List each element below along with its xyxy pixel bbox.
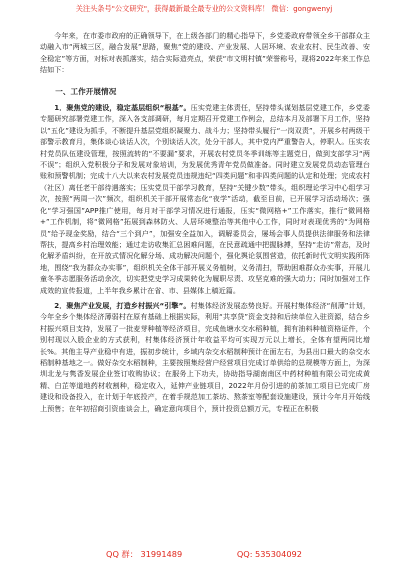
footer-contact: [0, 548, 408, 560]
item1-text: 压实党建主体责任，坚持带头谋划基层党建工作，乡党委专题研究部署党建工作，深入各支部调研，每月定期召开党建工作例会，总结本月及部署下月工作，坚持以“五化”建设为抓手，不断提升基层党组织凝聚力、战斗力；坚持带头履行“一岗双责”，开展乡村两级干部警示教育月，集体谈心谈话人次，个别谈话人次，处分干部人，其中党内严重警告人，停职人。压实农村党员队伍建设管理，按照流转的“不要漏”要求，开展农村党员冬季训练等主题党日，做到支部学习“两不误”；组织入党积极分子和发展对象培训，为发展优秀青年党员做准备。同时建立发展党员动态管理台账和预警机制；完成十八大以来农村发展党员违规违纪“四类问题”和非四类问题的认定和处理；完成农村（社区）离任老干部待遇落实；压实党员干部学习教育，坚持“关键少数”带头，组织理论学习中心组学习次，按照“两周一次”频次，组织机关干部开展常态化“夜学”活动，截至目前，已开展学习活动场次；强化“学习强国”APP推广使用，每月对干部学习情况进行通报，压实“微网格+”工作落实，推行“微网格+”工作机制，将“微网格”拓展到森林防火、人居环境整治等其他中心工作，同时对表现优秀的“为网格员”给予现金奖励，结合“三个到户”，加强安全益加入，调解委员会，屡场会事人员提供法律服务和法律帮扶，提高乡村治理效能；通过走访收集汇总困难问题，在民意疏通中把握脉搏，坚持“走访”常态，及时化解矛盾纠纷，在开放式情况化解分场、成功解决问题个，强化舆论氛围营造，依托新时代文明实践所阵地，围绕“我为群众办实事”，组织机关全体干部开展义务植树，义务清扫，帮助困难群众办实事，开展儿童冬季志愿服务活动余次，切实把党史学习成果转化为履职尽责、攻坚克难的强大动力；同时加强对工作成效的宣传报道，上半年我乡累计在省、市、县媒体上稿近篇。: [40, 103, 371, 295]
intro-paragraph: 今年来，在市委市政府的正确领导下，在上级各部门的精心指导下，乡党委政府带领全乡干部群众主动融入市“两城三区，融合发展”思路，聚焦“党的建设、产业发展、人居环境、农业农村、民生改善、安全稳定”等方面，对标对表抓落实，结合实际造亮点，荣获“市文明村镇”荣誉称号，现将2022年来工作总结如下：: [40, 31, 370, 75]
item2-paragraph: [40, 300, 370, 414]
item1-paragraph: [40, 102, 370, 296]
section-heading: 一、工作开展情况: [55, 86, 117, 96]
item2-lead: 2．聚焦产业发展，打造乡村振兴“引擎”。: [54, 300, 191, 310]
item2-text: 村集体经济发展态势良好。开展村集体经济“削薄”计划，今年全乡个集体经济薄弱村在原有基础上根据实际，利用“共享贷”资金支持和后续单位入驻资源，结合乡村振兴项目支持，发展了一批麦芽种植等经济项目，完成鱼塘水交水稻种植，拥有油料种植资格证件，个别村现以入股企业的方式获利，村集体经济预计年收益平均可实现万元以上增长，全体有望两同比增长%。其他主导产业稳中有进，振初步统计，乡域内杂交水稻制种预计在面左右，为县出口最大的杂交水稻制种基地之一。做好杂交水稻制种，主要按照集经营户经营项目完成订单供给的总规模等方面上，为深圳北龙与隽香发展企业签订收购协议；在服务上下功夫，协助指导湖南南区中药材种植有限公司完成黄精、白芷等道地药材收割种，稳定收入，延伸产业链项目，2022年月份引进的前茶加工项目已完成厂房建设和设备投入，在计划于年底投产，在着手规范加工茶坊、熬茶室等配套设施建设，预计今年月开始线上预售；在年初招商引资座谈会上，确定意向项目个，预计投资总额万元，专程正在积极: [40, 300, 370, 413]
document-body: [40, 30, 370, 414]
item1-lead: 1．聚焦党的建设，稳定基层组织“根基”。: [54, 103, 191, 113]
qq-group-text: QQ 群： 31991489: [106, 549, 183, 559]
header-banner: 关注头条号"公文研究"，获得最新最全最专业的公文资料库！ 微信：gongwenyj: [75, 4, 333, 13]
qq-number-text: QQ: 535304092: [236, 549, 302, 559]
